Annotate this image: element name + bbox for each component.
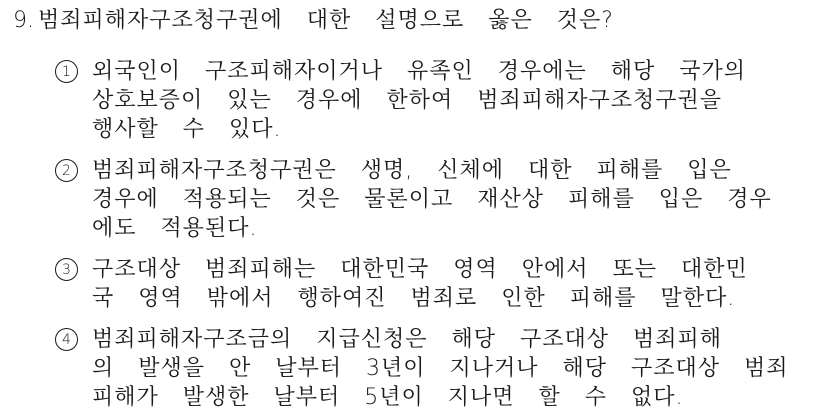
option-line: 경우에 적용되는 것은 물론이고 재산상 피해를 입은 경우 [92,187,772,212]
option-text-4 [92,325,789,412]
circled-number-2-icon: 2 [55,159,78,182]
option-marker-2 [55,156,92,182]
option-marker-3 [55,255,92,281]
option-text-2 [92,156,772,243]
question-text: 범죄피해자구조청구권에 대한 설명으로 옳은 것은? [38,8,614,33]
circled-number-1-icon: 1 [55,60,78,83]
circled-number-4-icon: 4 [55,328,78,351]
option-line: 피해가 발생한 날부터 5년이 지나면 할 수 없다. [92,385,684,410]
option-line: 범죄피해자구조청구권은 생명, 신체에 대한 피해를 입은 [92,158,732,183]
option-line: 외국인이 구조피해자이거나 유족인 경우에는 해당 국가의 [92,59,747,84]
options-list [55,57,826,412]
option-line: 국 영역 밖에서 행하여진 범죄로 인한 피해를 말한다. [92,286,736,311]
question-number: 9. [13,8,34,33]
option-line: 상호보증이 있는 경우에 한하여 범죄피해자구조청구권을 [92,88,723,113]
option-item-3 [55,255,826,313]
option-marker-1 [55,57,92,83]
option-line: 의 발생을 안 날부터 3년이 지나거나 해당 구조대상 범죄 [92,356,789,381]
option-text-1 [92,57,746,144]
option-line: 범죄피해자구조금의 지급신청은 해당 구조대상 범죄피해 [92,327,723,352]
option-item-4 [55,325,826,412]
option-line: 에도 적용된다. [92,216,258,241]
option-item-1 [55,57,826,144]
option-text-3 [92,255,748,313]
option-line: 행사할 수 있다. [92,117,282,142]
option-item-2 [55,156,826,243]
circled-number-3-icon: 3 [55,258,78,281]
option-line: 구조대상 범죄피해는 대한민국 영역 안에서 또는 대한민 [92,257,748,282]
option-marker-4 [55,325,92,351]
question [13,6,826,35]
